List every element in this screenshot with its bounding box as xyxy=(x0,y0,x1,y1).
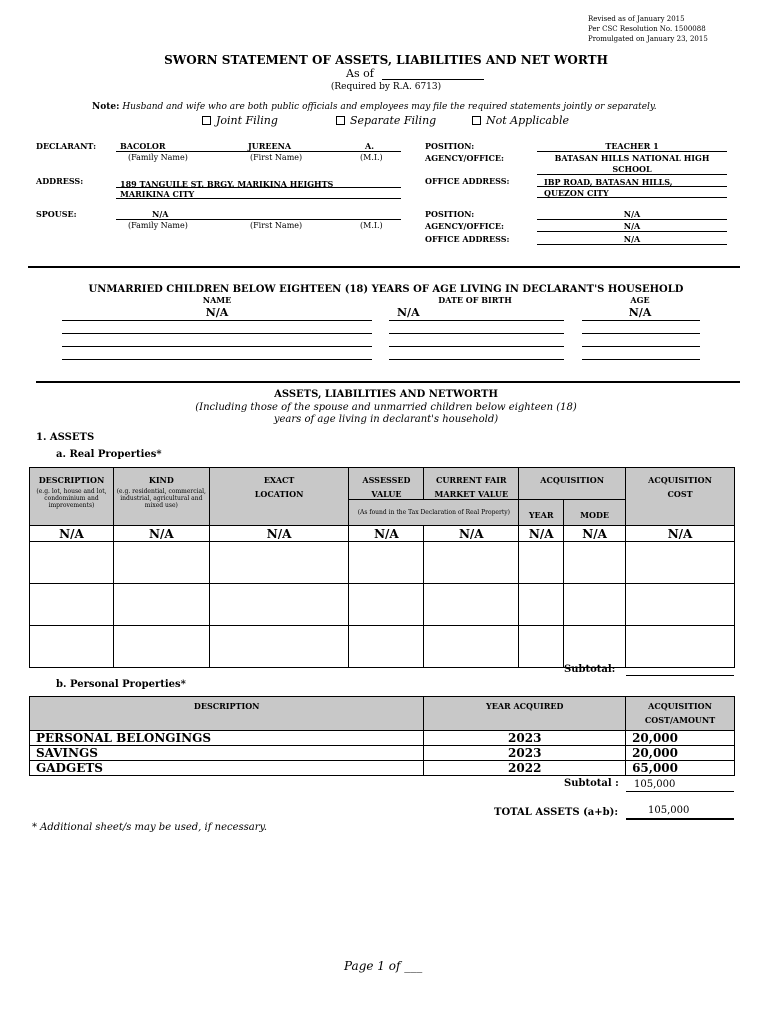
child-dob-line xyxy=(389,346,564,347)
header-assessed-value xyxy=(349,468,424,500)
children-col-age: AGE xyxy=(630,295,650,305)
checkbox-icon xyxy=(202,116,211,125)
position-line xyxy=(537,151,727,152)
real-cell-mode: N/A xyxy=(564,526,626,542)
header-acquisition xyxy=(519,468,626,500)
personal-cost: 20,000 xyxy=(626,746,735,761)
address-label: ADDRESS: xyxy=(36,176,84,186)
header-label: CURRENT FAIR xyxy=(435,475,507,485)
declarant-position: TEACHER 1 xyxy=(605,141,659,151)
child-dob-line xyxy=(389,333,564,334)
table-row xyxy=(30,626,735,668)
agency-line: BATASAN HILLS NATIONAL HIGH xyxy=(554,153,710,163)
personal-properties-table xyxy=(29,696,735,776)
spouse-position-line xyxy=(537,219,727,220)
as-of-label: As of xyxy=(346,67,374,80)
footnote: * Additional sheet/s may be used, if necessary. xyxy=(32,822,268,833)
header-label: DESCRIPTION xyxy=(193,701,260,711)
mi-caption: (M.I.) xyxy=(360,221,383,230)
child-age-line xyxy=(582,359,700,360)
assets-heading: ASSETS, LIABILITIES AND NETWORTH xyxy=(274,389,498,400)
child-name: N/A xyxy=(205,306,229,319)
header-acquisition-cost xyxy=(626,697,735,731)
assets-subheading-1: (Including those of the spouse and unmarried children below eighteen (18) xyxy=(195,402,577,413)
note xyxy=(92,102,657,112)
real-cell-cost: N/A xyxy=(626,526,735,542)
header-label: ASSESSED xyxy=(362,475,411,485)
header-label: MARKET VALUE xyxy=(434,489,509,499)
header-label: VALUE xyxy=(371,489,402,499)
filing-option-na[interactable] xyxy=(472,114,569,127)
office-address-underline-1 xyxy=(537,186,727,187)
header-label: ACQUISITION xyxy=(540,475,605,485)
table-row xyxy=(30,542,735,584)
spouse-agency-line xyxy=(537,231,727,232)
position-label: POSITION: xyxy=(425,141,475,151)
child-age-line xyxy=(582,333,700,334)
revision-note xyxy=(588,14,708,44)
family-name-caption: (Family Name) xyxy=(128,221,188,230)
filing-option-joint[interactable] xyxy=(202,114,278,127)
spouse-office-address: N/A xyxy=(623,234,641,244)
real-properties-label: a. Real Properties* xyxy=(56,449,162,460)
first-name-caption: (First Name) xyxy=(250,153,303,162)
real-cell-fair-value: N/A xyxy=(424,526,519,542)
assets-subheading-2: years of age living in declarant's household) xyxy=(273,414,499,425)
office-address-underline-2 xyxy=(537,197,727,198)
header-fair-market-value xyxy=(424,468,519,500)
personal-subtotal: 105,000 xyxy=(634,779,676,790)
header-label: YEAR ACQUIRED xyxy=(486,701,564,711)
header-note: (As found in the Tax Declaration of Real Property) xyxy=(357,509,510,516)
filing-option-label: Not Applicable xyxy=(486,114,570,127)
table-row xyxy=(30,584,735,626)
declarant-family-name: BACOLOR xyxy=(120,141,166,151)
revision-line: Revised as of January 2015 xyxy=(588,15,685,23)
note-text: Husband and wife who are both public officials and employees may file the required statements jointly or separately. xyxy=(122,102,657,112)
real-cell-year: N/A xyxy=(519,526,564,542)
table-row xyxy=(30,731,735,746)
personal-cost: 65,000 xyxy=(626,761,735,776)
personal-description: GADGETS xyxy=(30,761,424,776)
header-year xyxy=(519,500,564,526)
child-dob: N/A xyxy=(397,306,420,319)
child-age-line xyxy=(582,320,700,321)
header-label: COST xyxy=(667,489,693,499)
page-number: Page 1 of ___ xyxy=(344,959,423,973)
header-acquisition-cost xyxy=(626,468,735,526)
address-underline-1 xyxy=(116,187,401,188)
header-label: COST/AMOUNT xyxy=(644,715,716,725)
table-row xyxy=(30,746,735,761)
child-dob-line xyxy=(389,359,564,360)
header-label: YEAR xyxy=(528,510,554,520)
table-row xyxy=(30,761,735,776)
total-assets-label: TOTAL ASSETS (a+b): xyxy=(494,807,619,818)
child-dob-line xyxy=(389,320,564,321)
required-by: (Required by R.A. 6713) xyxy=(330,82,442,92)
header-description xyxy=(30,468,114,526)
header-tax-note xyxy=(349,500,519,526)
agency-line: SCHOOL xyxy=(612,164,652,174)
header-year-acquired xyxy=(424,697,626,731)
real-cell-description: N/A xyxy=(30,526,114,542)
header-label: LOCATION xyxy=(254,489,304,499)
spouse-position-label: POSITION: xyxy=(425,209,475,219)
header-note: (e.g. residential, commercial, industrial, agricultural and mixed use) xyxy=(116,488,206,509)
header-label: EXACT xyxy=(263,475,295,485)
note-label: Note: xyxy=(92,102,120,112)
agency-label: AGENCY/OFFICE: xyxy=(425,153,504,163)
declarant-first-name: JUREENA xyxy=(248,141,292,151)
personal-subtotal-label: Subtotal : xyxy=(564,778,619,789)
family-name-caption: (Family Name) xyxy=(128,153,188,162)
spouse-label: SPOUSE: xyxy=(36,209,77,219)
section-divider xyxy=(28,266,740,268)
personal-cost: 20,000 xyxy=(626,731,735,746)
spouse-agency-label: AGENCY/OFFICE: xyxy=(425,221,504,231)
real-cell-location: N/A xyxy=(209,526,349,542)
section-divider xyxy=(36,381,740,383)
child-name-line xyxy=(62,320,372,321)
checkbox-icon xyxy=(336,116,345,125)
address-line-2: MARIKINA CITY xyxy=(120,189,195,199)
header-location xyxy=(209,468,349,526)
header-label: DESCRIPTION xyxy=(38,475,105,485)
header-label: KIND xyxy=(148,475,174,485)
spouse-position: N/A xyxy=(623,209,641,219)
total-assets: 105,000 xyxy=(648,805,690,816)
spouse-family-name: N/A xyxy=(152,209,169,219)
office-address-line-2: QUEZON CITY xyxy=(544,188,609,198)
address-underline-2 xyxy=(116,198,401,199)
children-heading: UNMARRIED CHILDREN BELOW EIGHTEEN (18) YEARS OF AGE LIVING IN DECLARANT'S HOUSEHOLD xyxy=(88,284,684,295)
header-label: ACQUISITION xyxy=(648,475,712,485)
header-kind xyxy=(113,468,209,526)
declarant-name-line xyxy=(116,151,401,152)
header-label: MODE xyxy=(580,510,610,520)
real-cell-assessed: N/A xyxy=(349,526,424,542)
office-address-label: OFFICE ADDRESS: xyxy=(425,176,510,186)
declarant-agency xyxy=(537,153,727,175)
child-name-line xyxy=(62,333,372,334)
personal-description: PERSONAL BELONGINGS xyxy=(30,731,424,746)
first-name-caption: (First Name) xyxy=(250,221,303,230)
filing-option-label: Joint Filing xyxy=(216,114,278,127)
declarant-label: DECLARANT: xyxy=(36,141,97,151)
revision-line: Promulgated on January 23, 2015 xyxy=(588,35,708,43)
declarant-mi: A. xyxy=(365,141,374,151)
children-col-name: NAME xyxy=(202,295,232,305)
children-col-dob: DATE OF BIRTH xyxy=(438,295,512,305)
agency-underline xyxy=(537,174,727,175)
header-mode xyxy=(564,500,626,526)
total-assets-line xyxy=(626,818,734,820)
filing-option-label: Separate Filing xyxy=(350,114,437,127)
child-age: N/A xyxy=(628,306,652,319)
personal-year: 2022 xyxy=(424,761,626,776)
spouse-office-address-line xyxy=(537,244,727,245)
real-cell-kind: N/A xyxy=(113,526,209,542)
spouse-name-line xyxy=(116,219,401,220)
header-label: ACQUISITION xyxy=(648,701,712,711)
personal-year: 2023 xyxy=(424,746,626,761)
child-name-line xyxy=(62,346,372,347)
header-note: (e.g. lot, house and lot, condominium and improvements) xyxy=(36,488,107,509)
spouse-office-address-label: OFFICE ADDRESS: xyxy=(425,234,510,244)
address-line-1: 189 TANGUILE ST. BRGY. MARIKINA HEIGHTS xyxy=(120,179,334,189)
child-name-line xyxy=(62,359,372,360)
assets-label: 1. ASSETS xyxy=(36,432,95,443)
personal-properties-label: b. Personal Properties* xyxy=(56,679,186,690)
real-subtotal-label: Subtotal: xyxy=(564,664,616,675)
personal-description: SAVINGS xyxy=(30,746,424,761)
page-title: SWORN STATEMENT OF ASSETS, LIABILITIES AND NET WORTH xyxy=(164,53,608,67)
header-description xyxy=(30,697,424,731)
revision-line: Per CSC Resolution No. 1500088 xyxy=(588,25,706,33)
personal-subtotal-line xyxy=(626,791,734,792)
real-subtotal-line xyxy=(626,675,734,676)
spouse-agency: N/A xyxy=(623,221,641,231)
real-properties-table xyxy=(29,467,735,668)
checkbox-icon xyxy=(472,116,481,125)
filing-option-separate[interactable] xyxy=(336,114,436,127)
office-address-line-1: IBP ROAD, BATASAN HILLS, xyxy=(544,177,673,187)
personal-year: 2023 xyxy=(424,731,626,746)
as-of-line xyxy=(382,79,484,80)
child-age-line xyxy=(582,346,700,347)
mi-caption: (M.I.) xyxy=(360,153,383,162)
